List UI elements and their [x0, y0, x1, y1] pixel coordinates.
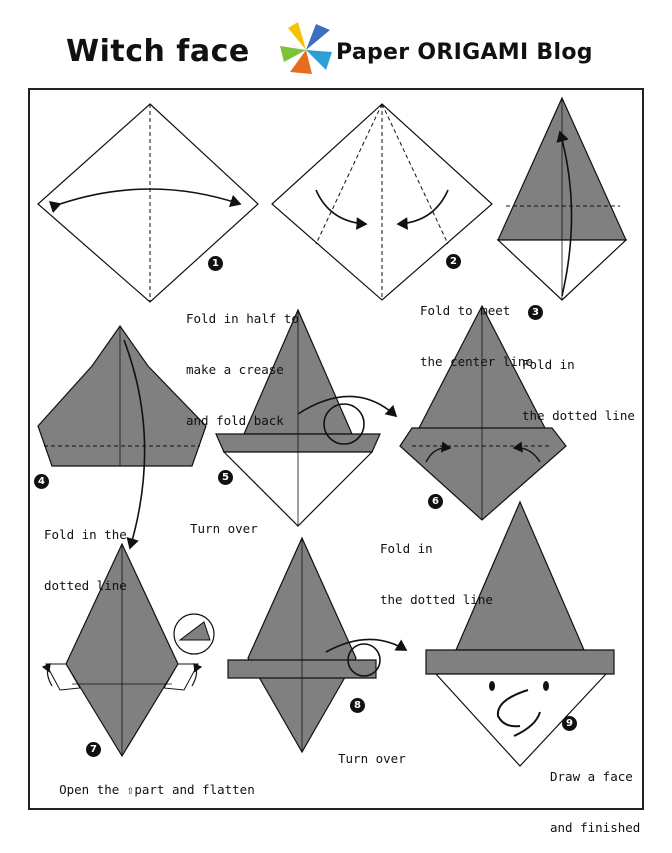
caption-line: Turn over: [338, 751, 406, 766]
caption-line: Fold in: [522, 357, 575, 372]
caption-line: and fold back: [186, 413, 284, 428]
caption-line: dotted line: [44, 578, 127, 593]
step-9-caption: [550, 734, 640, 853]
step-number-4: 4: [34, 474, 49, 489]
step-number-6: 6: [428, 494, 443, 509]
step-number-9: 9: [562, 716, 577, 731]
step-3-caption: [522, 322, 635, 441]
caption-line: and finished: [550, 820, 641, 835]
caption-line: Fold to meet: [420, 303, 511, 318]
caption-line: Fold in half to: [186, 311, 299, 326]
step-number-1: 1: [208, 256, 223, 271]
step-number-3: 3: [528, 305, 543, 320]
caption-text-before: Open the: [59, 782, 127, 797]
step-4-caption: [44, 492, 127, 611]
caption-line: the dotted line: [380, 592, 493, 607]
step-number-8: 8: [350, 698, 365, 713]
step-1-caption: [186, 276, 299, 446]
caption-line: Draw a face: [550, 769, 633, 784]
step-6-caption: [380, 506, 493, 625]
page-title: Witch face: [66, 34, 250, 69]
step-number-7: 7: [86, 742, 101, 757]
step-number-2: 2: [446, 254, 461, 269]
blog-name: Paper ORIGAMI Blog: [336, 40, 593, 65]
caption-line: Fold in: [380, 541, 433, 556]
caption-line: Turn over: [190, 521, 258, 536]
caption-line: make a crease: [186, 362, 284, 377]
caption-line: the dotted line: [522, 408, 635, 423]
step-8-caption: [338, 716, 406, 784]
step-2-caption: [420, 268, 533, 387]
step-number-5: 5: [218, 470, 233, 485]
caption-text-after: part and flatten: [134, 782, 255, 797]
caption-line: the center line: [420, 354, 533, 369]
caption-line: Fold in the: [44, 527, 127, 542]
step-5-caption: [190, 486, 258, 554]
step-1-drawing: [38, 104, 258, 302]
step-7-caption: [44, 764, 255, 798]
arrow-up-outline-icon: ⇧: [126, 782, 135, 797]
